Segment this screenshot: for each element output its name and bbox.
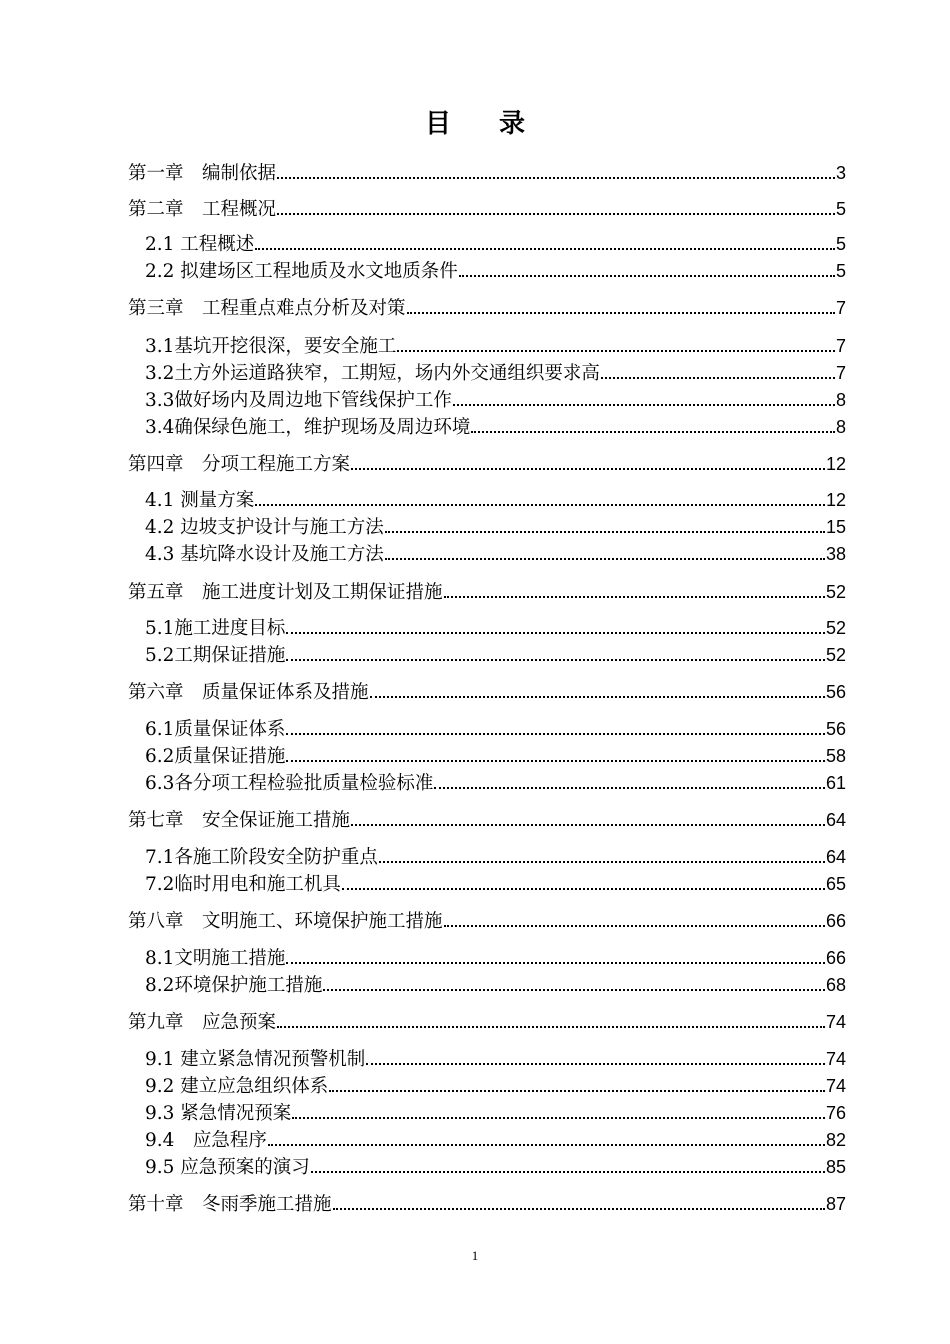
toc-entry-page: 7 (835, 298, 846, 318)
toc-chapter-entry[interactable] (128, 808, 846, 832)
toc-dot-leader (397, 349, 835, 352)
toc-chapter-entry[interactable] (128, 1192, 846, 1216)
toc-entry-page: 74 (825, 1012, 846, 1032)
toc-entry-label: 7.2临时用电和施工机具 (145, 874, 341, 895)
toc-entry-page: 87 (825, 1194, 846, 1214)
toc-dot-leader (286, 631, 825, 634)
toc-entry-page: 52 (825, 618, 846, 638)
toc-entry-label: 2.2 拟建场区工程地质及水文地质条件 (145, 261, 458, 282)
toc-dot-leader (351, 467, 825, 470)
toc-section-entry[interactable] (145, 643, 846, 667)
toc-dot-leader (277, 212, 835, 215)
toc-dot-leader (292, 1116, 825, 1119)
toc-dot-leader (366, 1062, 825, 1065)
toc-section-entry[interactable] (145, 616, 846, 640)
toc-entry-label: 3.4确保绿色施工，维护现场及周边环境 (145, 417, 471, 438)
toc-dot-leader (333, 1207, 825, 1210)
toc-title-left: 目 (424, 109, 451, 139)
toc-entry-page: 66 (825, 948, 846, 968)
toc-dot-leader (286, 759, 825, 762)
toc-entry-label: 第八章 文明施工、环境保护施工措施 (128, 911, 443, 932)
toc-dot-leader (329, 1089, 825, 1092)
toc-entry-label: 4.1 测量方案 (145, 490, 255, 511)
toc-dot-leader (434, 786, 825, 789)
toc-dot-leader (342, 887, 825, 890)
toc-entry-page: 5 (835, 199, 846, 219)
toc-entry-page: 7 (835, 336, 846, 356)
toc-section-entry[interactable] (145, 415, 846, 439)
toc-entry-page: 64 (825, 810, 846, 830)
toc-entry-page: 64 (825, 847, 846, 867)
toc-section-entry[interactable] (145, 845, 846, 869)
toc-section-entry[interactable] (145, 388, 846, 412)
toc-entry-label: 3.2土方外运道路狭窄，工期短，场内外交通组织要求高 (145, 363, 600, 384)
toc-entry-page: 5 (835, 234, 846, 254)
toc-entry-page: 12 (825, 454, 846, 474)
toc-entry-label: 9.2 建立应急组织体系 (145, 1076, 329, 1097)
toc-section-entry[interactable] (145, 771, 846, 795)
toc-entry-page: 56 (825, 682, 846, 702)
toc-entry-label: 6.2质量保证措施 (145, 746, 286, 767)
toc-chapter-entry[interactable] (128, 580, 846, 604)
toc-entry-label: 第六章 质量保证体系及措施 (128, 682, 369, 703)
toc-entry-page: 52 (825, 645, 846, 665)
toc-entry-page: 85 (825, 1157, 846, 1177)
toc-entry-page: 74 (825, 1049, 846, 1069)
toc-entry-page: 5 (835, 261, 846, 281)
toc-entry-page: 58 (825, 746, 846, 766)
toc-section-entry[interactable] (145, 1074, 846, 1098)
toc-dot-leader (471, 430, 835, 433)
toc-entry-label: 3.3做好场内及周边地下管线保护工作 (145, 390, 452, 411)
toc-entry-page: 8 (835, 417, 846, 437)
toc-entry-label: 4.3 基坑降水设计及施工方法 (145, 544, 384, 565)
toc-dot-leader (277, 1025, 825, 1028)
toc-entry-label: 2.1 工程概述 (145, 234, 255, 255)
toc-section-entry[interactable] (145, 542, 846, 566)
toc-entry-label: 第四章 分项工程施工方案 (128, 454, 351, 475)
toc-entry-page: 3 (835, 163, 846, 183)
toc-dot-leader (459, 274, 835, 277)
toc-section-entry[interactable] (145, 872, 846, 896)
toc-entry-page: 38 (825, 544, 846, 564)
toc-dot-leader (601, 376, 835, 379)
toc-chapter-entry[interactable] (128, 161, 846, 185)
toc-dot-leader (286, 658, 825, 661)
toc-section-entry[interactable] (145, 515, 846, 539)
toc-entry-page: 56 (825, 719, 846, 739)
toc-entry-label: 第二章 工程概况 (128, 199, 277, 220)
toc-section-entry[interactable] (145, 1155, 846, 1179)
toc-chapter-entry[interactable] (128, 680, 846, 704)
toc-entry-page: 8 (835, 390, 846, 410)
toc-section-entry[interactable] (145, 334, 846, 358)
toc-chapter-entry[interactable] (128, 197, 846, 221)
toc-dot-leader (286, 732, 825, 735)
toc-dot-leader (255, 247, 835, 250)
toc-dot-leader (277, 176, 835, 179)
toc-entry-label: 第十章 冬雨季施工措施 (128, 1194, 332, 1215)
toc-entry-label: 第一章 编制依据 (128, 163, 277, 184)
toc-entry-page: 15 (825, 517, 846, 537)
toc-dot-leader (385, 530, 825, 533)
toc-dot-leader (370, 695, 825, 698)
toc-section-entry[interactable] (145, 946, 846, 970)
toc-entry-label: 6.1质量保证体系 (145, 719, 286, 740)
toc-entry-page: 74 (825, 1076, 846, 1096)
toc-section-entry[interactable] (145, 1101, 846, 1125)
toc-entry-label: 3.1基坑开挖很深，要安全施工 (145, 336, 397, 357)
toc-section-entry[interactable] (145, 1128, 846, 1152)
toc-entry-label: 9.3 紧急情况预案 (145, 1103, 292, 1124)
toc-dot-leader (286, 961, 825, 964)
toc-entry-label: 9.5 应急预案的演习 (145, 1157, 310, 1178)
toc-section-entry[interactable] (145, 259, 846, 283)
toc-entry-page: 52 (825, 582, 846, 602)
toc-dot-leader (407, 311, 835, 314)
toc-section-entry[interactable] (145, 973, 846, 997)
toc-title-right: 录 (499, 109, 526, 139)
toc-entry-label: 5.2工期保证措施 (145, 645, 286, 666)
toc-dot-leader (268, 1143, 825, 1146)
toc-dot-leader (444, 595, 825, 598)
toc-entry-label: 第五章 施工进度计划及工期保证措施 (128, 582, 443, 603)
toc-entry-label: 第七章 安全保证施工措施 (128, 810, 351, 831)
toc-dot-leader (255, 503, 825, 506)
toc-entry-label: 8.2环境保护施工措施 (145, 975, 323, 996)
toc-chapter-entry[interactable] (128, 909, 846, 933)
toc-dot-leader (453, 403, 835, 406)
toc-entry-label: 第三章 工程重点难点分析及对策 (128, 298, 406, 319)
toc-entry-label: 第九章 应急预案 (128, 1012, 277, 1033)
toc-entry-page: 66 (825, 911, 846, 931)
toc-section-entry[interactable] (145, 361, 846, 385)
toc-entry-label: 8.1文明施工措施 (145, 948, 286, 969)
toc-entry-page: 61 (825, 773, 846, 793)
toc-section-entry[interactable] (145, 232, 846, 256)
toc-section-entry[interactable] (145, 744, 846, 768)
toc-entry-label: 4.2 边坡支护设计与施工方法 (145, 517, 384, 538)
toc-dot-leader (351, 823, 825, 826)
toc-chapter-entry[interactable] (128, 1010, 846, 1034)
toc-section-entry[interactable] (145, 717, 846, 741)
toc-dot-leader (311, 1170, 825, 1173)
page-number: 1 (471, 1248, 479, 1263)
toc-entry-page: 65 (825, 874, 846, 894)
toc-dot-leader (323, 988, 825, 991)
toc-entry-page: 82 (825, 1130, 846, 1150)
toc-entry-label: 9.4 应急程序 (145, 1130, 267, 1151)
toc-chapter-entry[interactable] (128, 296, 846, 320)
toc-entry-label: 9.1 建立紧急情况预警机制 (145, 1049, 366, 1070)
toc-dot-leader (444, 924, 825, 927)
toc-chapter-entry[interactable] (128, 452, 846, 476)
toc-section-entry[interactable] (145, 1047, 846, 1071)
toc-dot-leader (379, 860, 825, 863)
toc-entry-page: 76 (825, 1103, 846, 1123)
toc-entry-label: 5.1施工进度目标 (145, 618, 286, 639)
toc-entry-page: 68 (825, 975, 846, 995)
toc-entry-label: 7.1各施工阶段安全防护重点 (145, 847, 378, 868)
toc-dot-leader (385, 557, 825, 560)
toc-entry-page: 12 (825, 490, 846, 510)
toc-entry-label: 6.3各分项工程检验批质量检验标准 (145, 773, 434, 794)
toc-entry-page: 7 (835, 363, 846, 383)
toc-section-entry[interactable] (145, 488, 846, 512)
